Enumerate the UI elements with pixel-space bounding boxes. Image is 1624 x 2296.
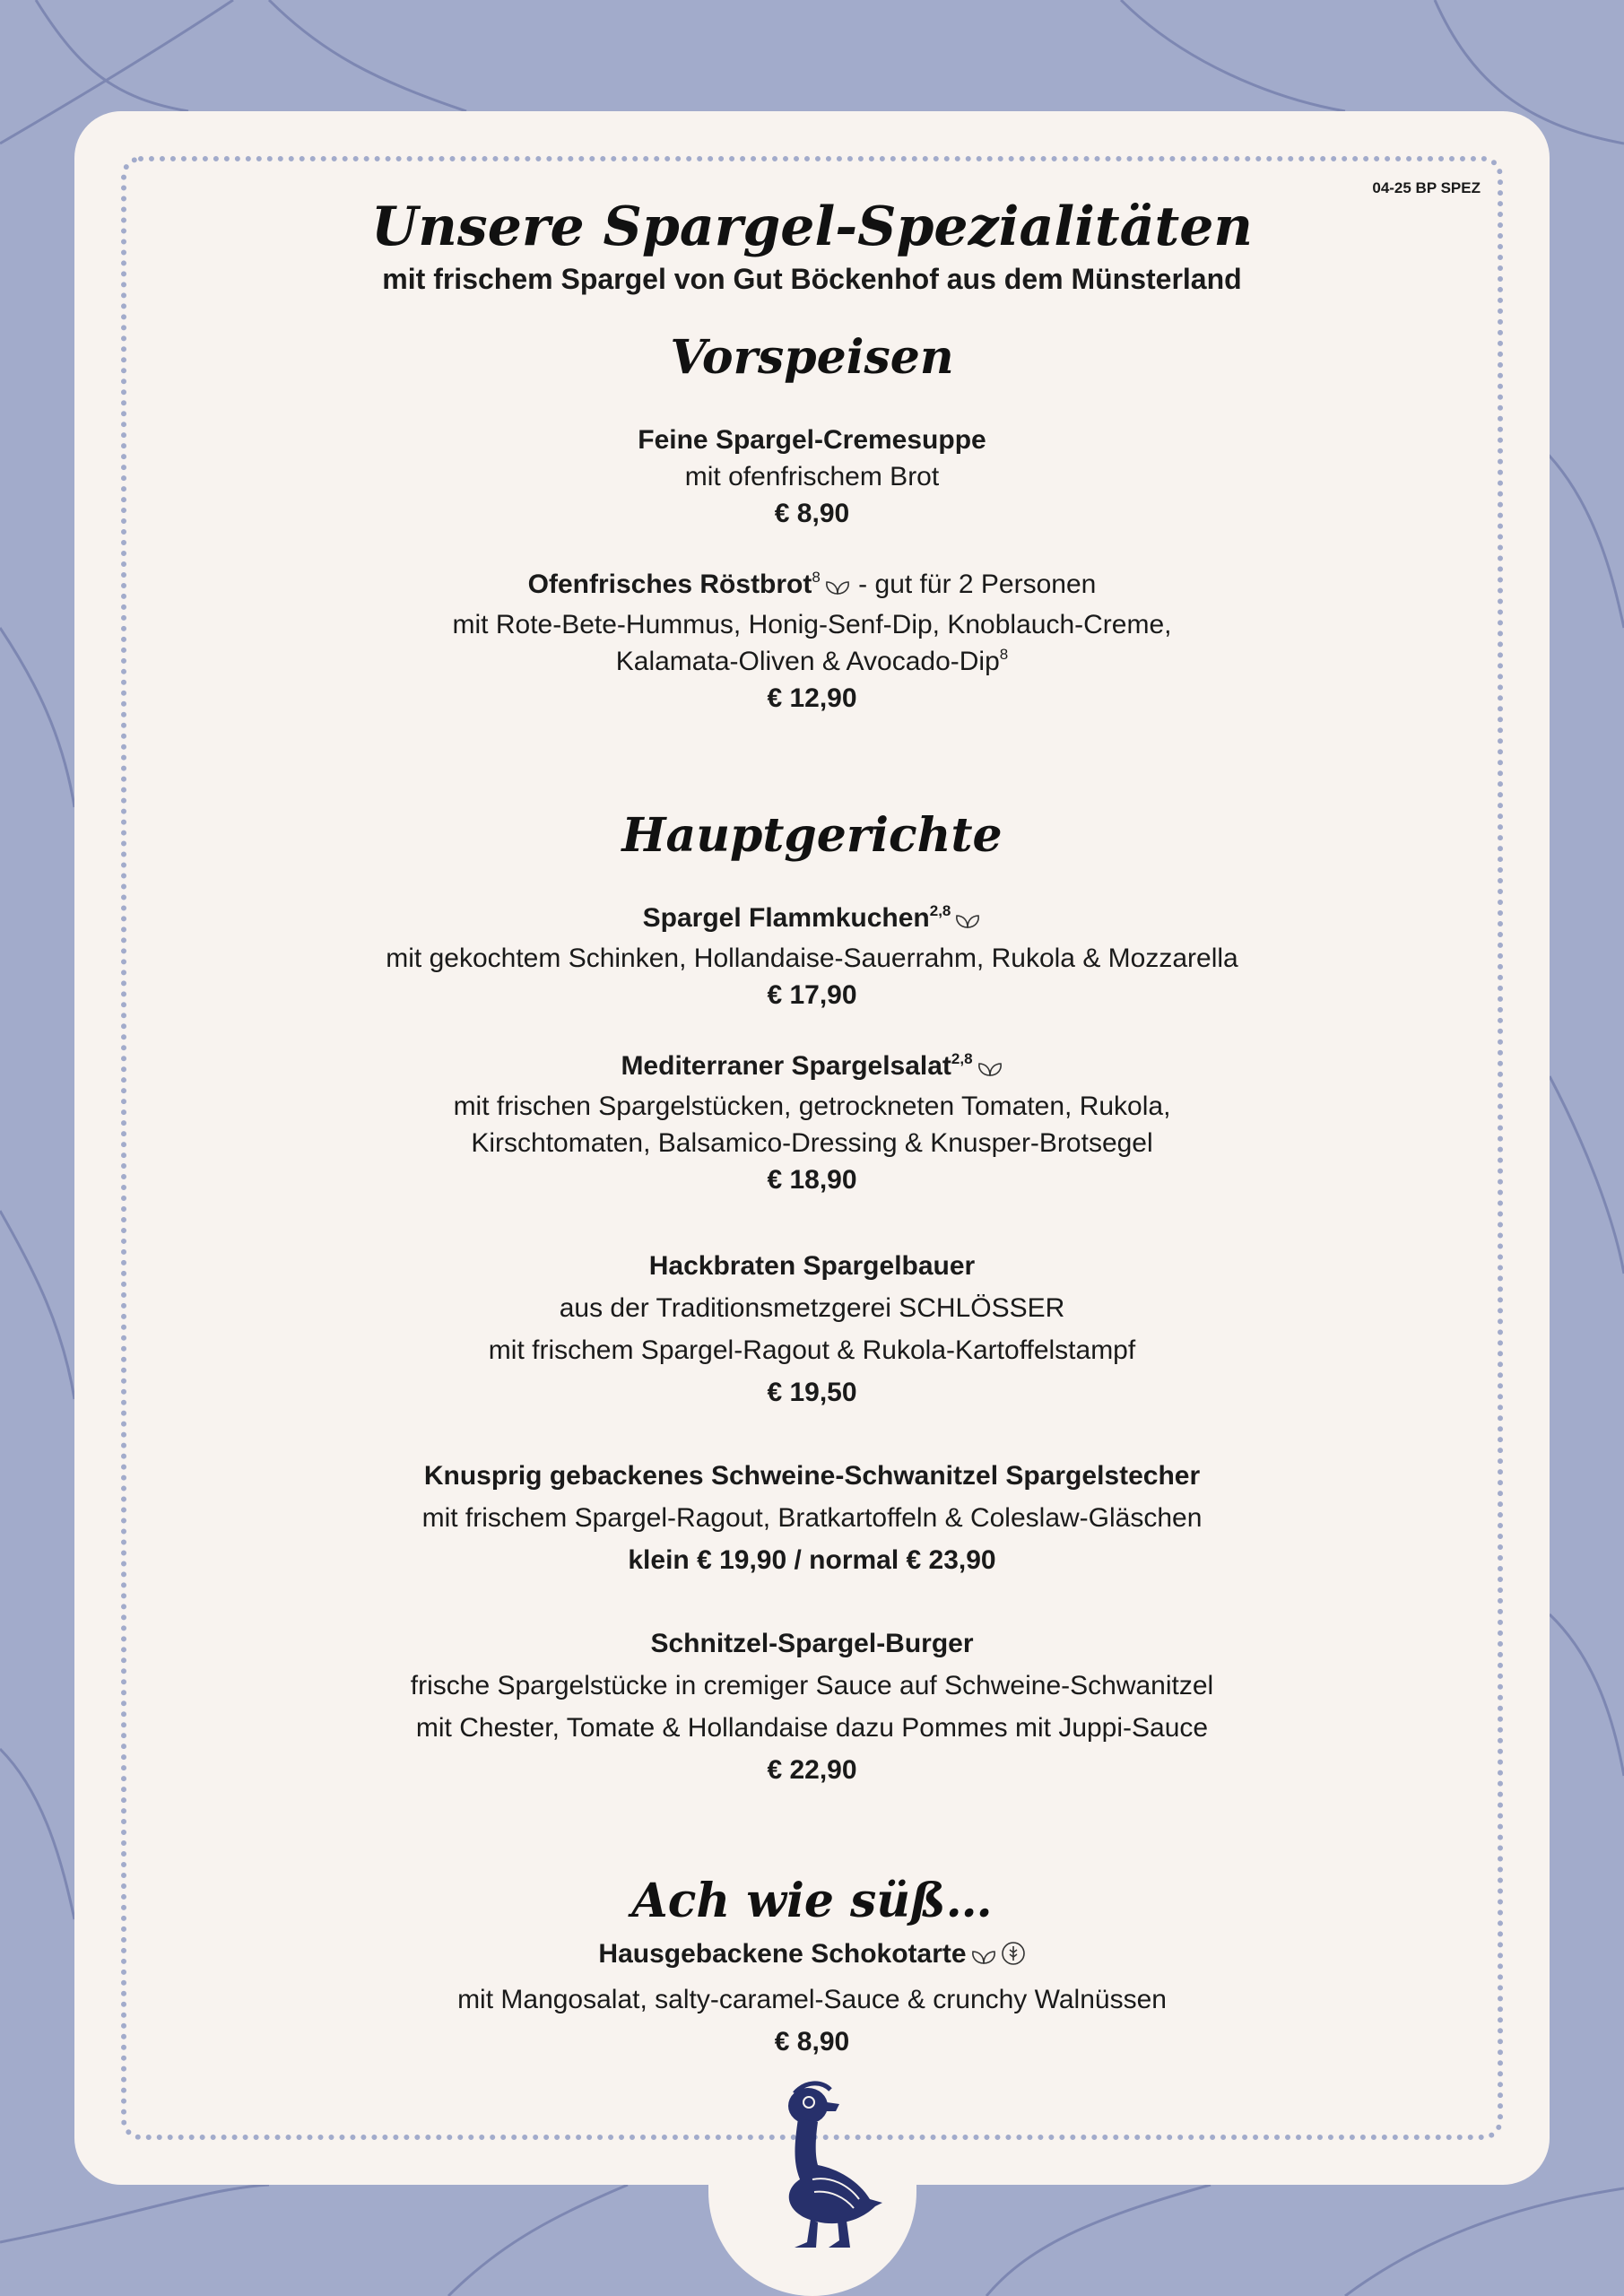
item-price: € 19,50 xyxy=(767,1378,857,1407)
item-desc: mit Mangosalat, salty-caramel-Sauce & crunchy Walnüssen xyxy=(457,1985,1167,2014)
page-subtitle: mit frischem Spargel von Gut Böckenhof aus dem Münsterland xyxy=(382,263,1242,295)
item-name: Hackbraten Spargelbauer xyxy=(648,1251,976,1281)
item-suffix: - gut für 2 Personen xyxy=(850,570,1097,599)
item-desc: mit frischem Spargel-Ragout, Bratkartoffeln & Coleslaw-Gläschen xyxy=(421,1503,1203,1533)
item-price: € 8,90 xyxy=(774,2027,850,2057)
item-name: Spargel Flammkuchen xyxy=(642,903,930,933)
allergen-note: 2,8 xyxy=(951,1050,973,1067)
item-desc: frische Spargelstücke in cremiger Sauce auf Schweine-Schwanitzel xyxy=(410,1671,1214,1700)
item-desc: mit gekochtem Schinken, Hollandaise-Sauerrahm, Rukola & Mozzarella xyxy=(386,944,1238,973)
item-price: klein € 19,90 / normal € 23,90 xyxy=(628,1545,996,1575)
menu-item xyxy=(74,1933,1550,2063)
menu-item xyxy=(74,1048,1550,1198)
item-desc: mit Chester, Tomate & Hollandaise dazu Pommes mit Juppi-Sauce xyxy=(415,1713,1209,1743)
document-code: 04-25 BP SPEZ xyxy=(1372,179,1481,196)
item-price: € 22,90 xyxy=(767,1755,857,1785)
allergen-note: 8 xyxy=(999,646,1009,663)
item-desc: aus der Traditionsmetzgerei SCHLÖSSER xyxy=(559,1293,1065,1323)
menu-item xyxy=(74,566,1550,717)
section-title-starters: Vorspeisen xyxy=(670,330,954,385)
item-name: Hausgebackene Schokotarte xyxy=(598,1939,967,1969)
section-title-mains: Hauptgerichte xyxy=(621,808,1003,863)
item-name: Knusprig gebackenes Schweine-Schwanitzel Spargelstecher xyxy=(423,1461,1201,1491)
allergen-note: 2,8 xyxy=(929,902,951,919)
menu-item xyxy=(74,1455,1550,1581)
leaf-icon xyxy=(970,1936,997,1979)
menu-content xyxy=(74,194,1550,2097)
item-desc: mit frischen Spargelstücken, getrockneten Tomaten, Rukola, xyxy=(453,1091,1171,1121)
item-desc: mit ofenfrischem Brot xyxy=(684,462,940,491)
section-title-dessert: Ach wie süß… xyxy=(631,1874,993,1928)
menu-item xyxy=(74,422,1550,532)
duck-logo xyxy=(759,2072,884,2251)
item-price: € 12,90 xyxy=(767,683,857,713)
menu-item xyxy=(74,1622,1550,1791)
item-name: Schnitzel-Spargel-Burger xyxy=(650,1629,974,1658)
allergen-note: 8 xyxy=(812,569,821,586)
item-desc: Kalamata-Oliven & Avocado-Dip xyxy=(615,647,1000,676)
item-price: € 17,90 xyxy=(767,980,857,1010)
item-price: € 8,90 xyxy=(774,499,850,528)
item-name: Ofenfrisches Röstbrot xyxy=(527,570,812,599)
page-title: Unsere Spargel-Spezialitäten xyxy=(370,196,1254,258)
grain-icon xyxy=(1001,1936,1026,1979)
menu-item xyxy=(74,1245,1550,1413)
item-desc: Kirschtomaten, Balsamico-Dressing & Knusper-Brotsegel xyxy=(471,1128,1153,1158)
menu-item xyxy=(74,900,1550,1013)
item-name: Mediterraner Spargelsalat xyxy=(621,1051,951,1081)
leaf-icon xyxy=(954,903,981,940)
item-desc: mit frischem Spargel-Ragout & Rukola-Kartoffelstampf xyxy=(488,1335,1136,1365)
item-desc: mit Rote-Bete-Hummus, Honig-Senf-Dip, Knoblauch-Creme, xyxy=(452,610,1172,639)
leaf-icon xyxy=(824,570,851,606)
leaf-icon xyxy=(977,1051,1003,1088)
item-name: Feine Spargel-Cremesuppe xyxy=(638,425,986,455)
item-price: € 18,90 xyxy=(767,1165,857,1195)
